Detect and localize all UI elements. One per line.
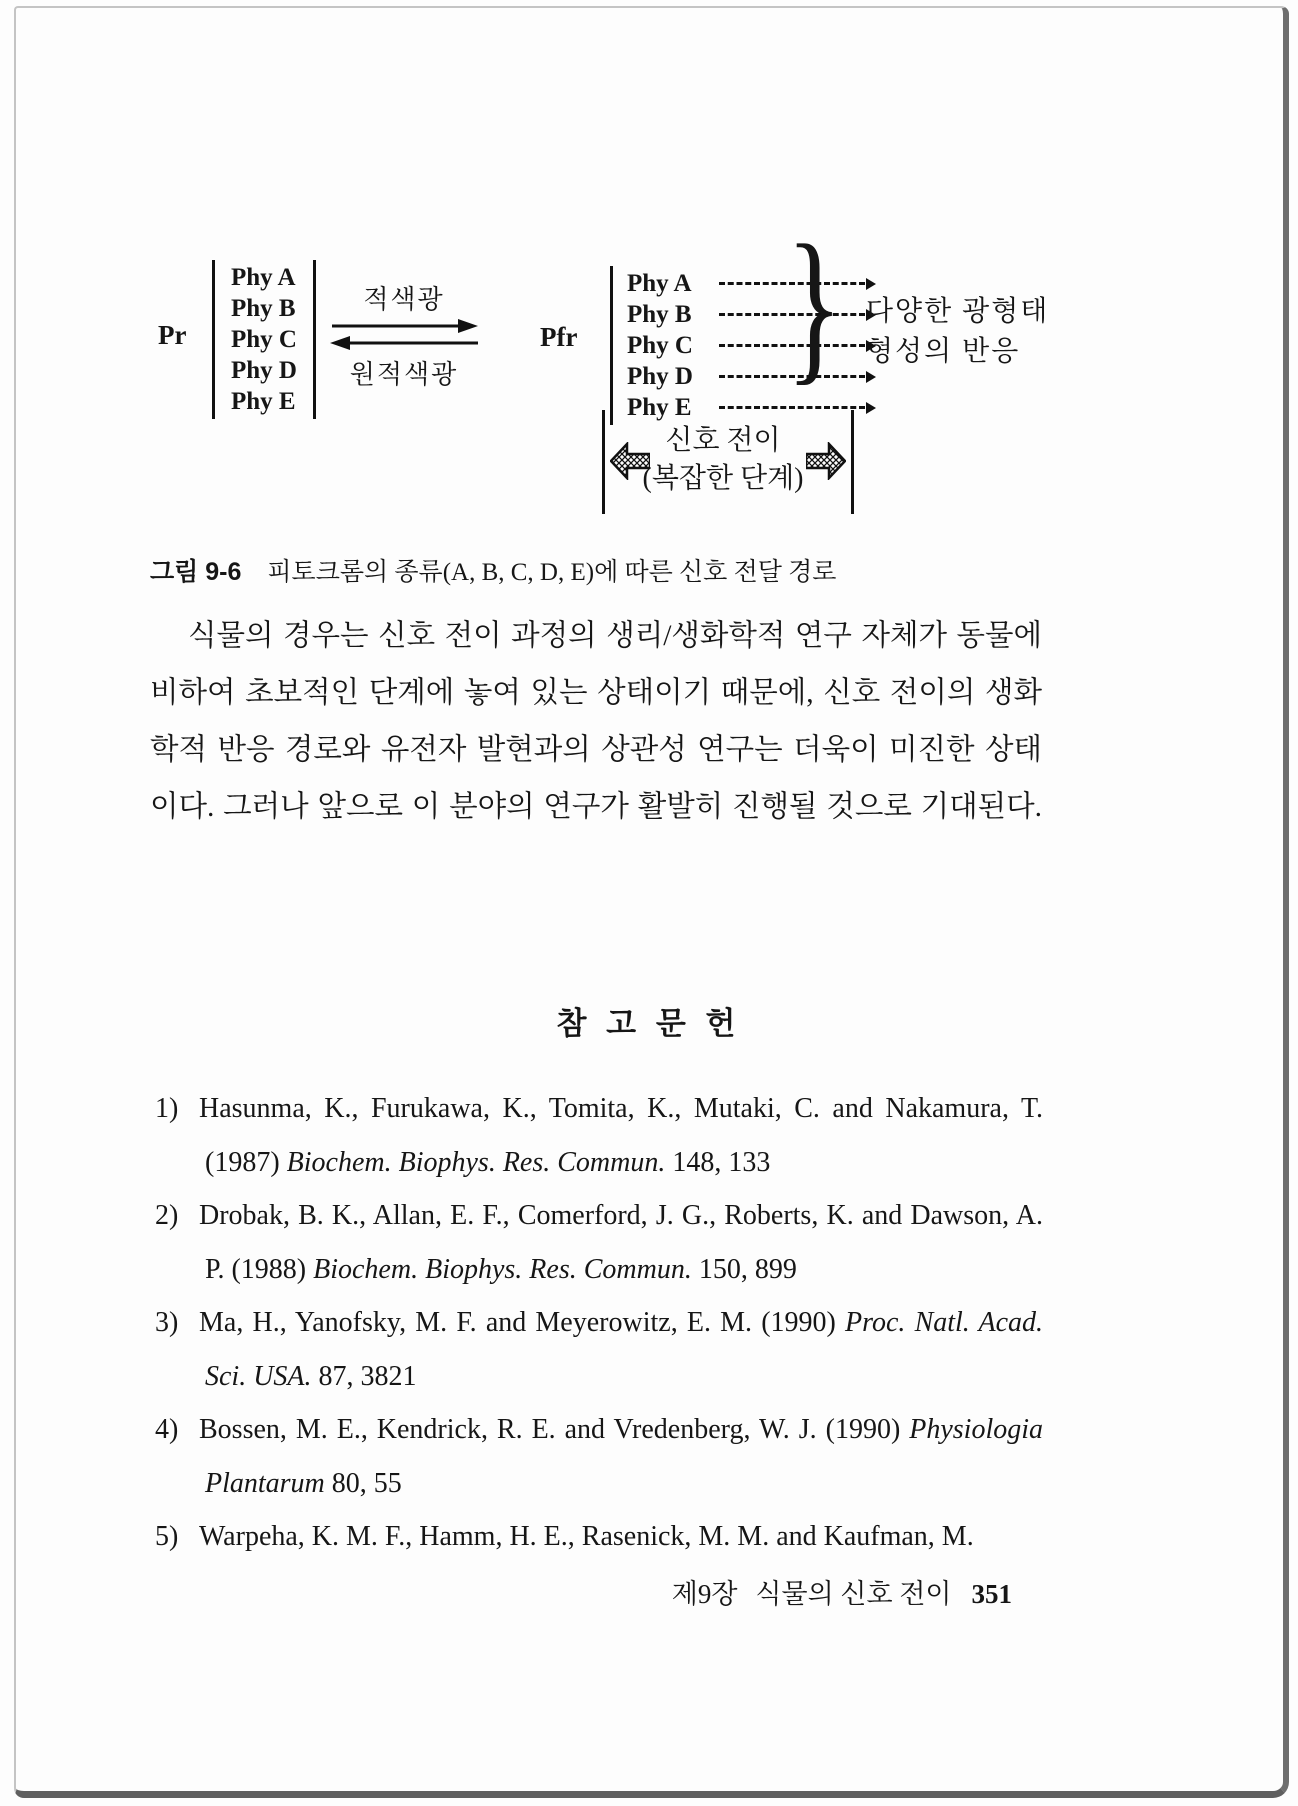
phy-item: Phy C <box>231 326 297 353</box>
footer-page-number: 351 <box>971 1579 1012 1609</box>
pr-state-label: Pr <box>158 320 187 350</box>
page-footer <box>150 1572 1012 1611</box>
phy-item: Phy E <box>231 388 296 415</box>
reference-authors: Hasunma, K., Furukawa, K., Tomita, K., Mutaki, C. and Nakamura, T. (1987) <box>199 1093 1043 1178</box>
signal-line-1: 신호 전이 <box>665 425 781 456</box>
phy-item: Phy B <box>627 300 692 328</box>
far-red-light-label: 원적색광 <box>349 360 459 389</box>
arrow-head-icon <box>866 371 876 383</box>
body-line: 식물의 경우는 신호 전이 과정의 생리/생화학적 연구 자체가 동물에 <box>188 620 1042 652</box>
reference-pages: 148, 133 <box>665 1146 771 1178</box>
footer-chapter: 제9장 <box>671 1579 738 1609</box>
pfr-state-label: Pfr <box>540 322 578 352</box>
phy-item: Phy E <box>627 393 692 421</box>
reference-journal: Physiologia Plantarum <box>205 1414 1043 1499</box>
phy-item: Phy C <box>627 331 693 359</box>
reference-authors: Warpeha, K. M. F., Hamm, H. E., Rasenick, M. M. and Kaufman, M. <box>199 1521 974 1552</box>
reference-number: 5) <box>155 1521 179 1552</box>
reference-entry <box>155 1189 1043 1296</box>
photomorphogenic-response-label <box>866 292 1049 372</box>
arrow-head-icon <box>866 278 876 290</box>
reference-pages: 80, 55 <box>324 1467 402 1499</box>
response-line-2: 형성의 반응 <box>866 336 1021 367</box>
reference-pages: 87, 3821 <box>311 1360 417 1392</box>
brace-glyph: } <box>786 209 843 400</box>
reference-authors: Ma, H., Yanofsky, M. F. and Meyerowitz, E. M. (1990) <box>199 1307 846 1338</box>
reference-entry <box>155 1403 1043 1510</box>
phy-item: Phy D <box>627 362 693 390</box>
reference-entry <box>155 1510 1043 1564</box>
body-paragraph <box>150 608 1042 836</box>
figure-number: 그림 9-6 <box>150 558 242 586</box>
red-light-label: 적색광 <box>363 285 445 314</box>
phy-item: Phy D <box>231 357 297 384</box>
double-arrow-icon <box>330 316 478 354</box>
reference-number: 2) <box>155 1200 179 1231</box>
reference-journal: Biochem. Biophys. Res. Commun. <box>313 1253 692 1285</box>
phy-list-left <box>212 260 316 419</box>
body-line: 학적 반응 경로와 유전자 발현과의 상관성 연구는 더욱이 미진한 상태 <box>150 734 1042 766</box>
reference-pages: 150, 899 <box>691 1253 797 1285</box>
phy-item: Phy A <box>627 269 692 297</box>
reference-journal: Biochem. Biophys. Res. Commun. <box>286 1146 666 1178</box>
reference-number: 3) <box>155 1307 179 1338</box>
reference-number: 4) <box>155 1414 179 1445</box>
signal-transduction-group <box>602 410 854 514</box>
arrow-head-icon <box>866 402 876 414</box>
dashed-arrow-icon <box>719 406 865 409</box>
response-line-1: 다양한 광형태 <box>866 296 1050 327</box>
signal-line-2: (복잡한 단계) <box>642 463 804 494</box>
signal-transduction-label <box>632 422 814 498</box>
phy-item: Phy A <box>231 264 296 291</box>
left-bar <box>602 410 605 514</box>
phytochrome-diagram <box>150 209 1090 532</box>
references-heading: 참 고 문 헌 <box>556 1006 742 1041</box>
figure-caption <box>150 552 1030 588</box>
reference-entry <box>155 1296 1043 1403</box>
body-line: 이다. 그러나 앞으로 이 분야의 연구가 활발히 진행될 것으로 기대된다. <box>150 791 1042 823</box>
references-list <box>155 1082 1043 1564</box>
body-line: 비하여 초보적인 단계에 놓여 있는 상태이기 때문에, 신호 전이의 생화 <box>150 677 1042 709</box>
reference-authors: Bossen, M. E., Kendrick, R. E. and Vredenberg, W. J. (1990) <box>199 1414 910 1445</box>
phy-item: Phy B <box>231 295 296 322</box>
figure-caption-text: 피토크롬의 종류(A, B, C, D, E)에 따른 신호 전달 경로 <box>267 559 837 586</box>
reference-journal: Proc. Natl. Acad. Sci. USA. <box>205 1307 1043 1392</box>
reference-number: 1) <box>155 1093 179 1124</box>
reference-authors: Drobak, B. K., Allan, E. F., Comerford, J. G., Roberts, K. and Dawson, A. P. (1988) <box>199 1200 1043 1285</box>
reference-entry <box>155 1082 1043 1189</box>
conversion-arrows-group <box>330 284 478 391</box>
right-bar <box>851 410 854 514</box>
footer-title: 식물의 신호 전이 <box>755 1579 952 1609</box>
